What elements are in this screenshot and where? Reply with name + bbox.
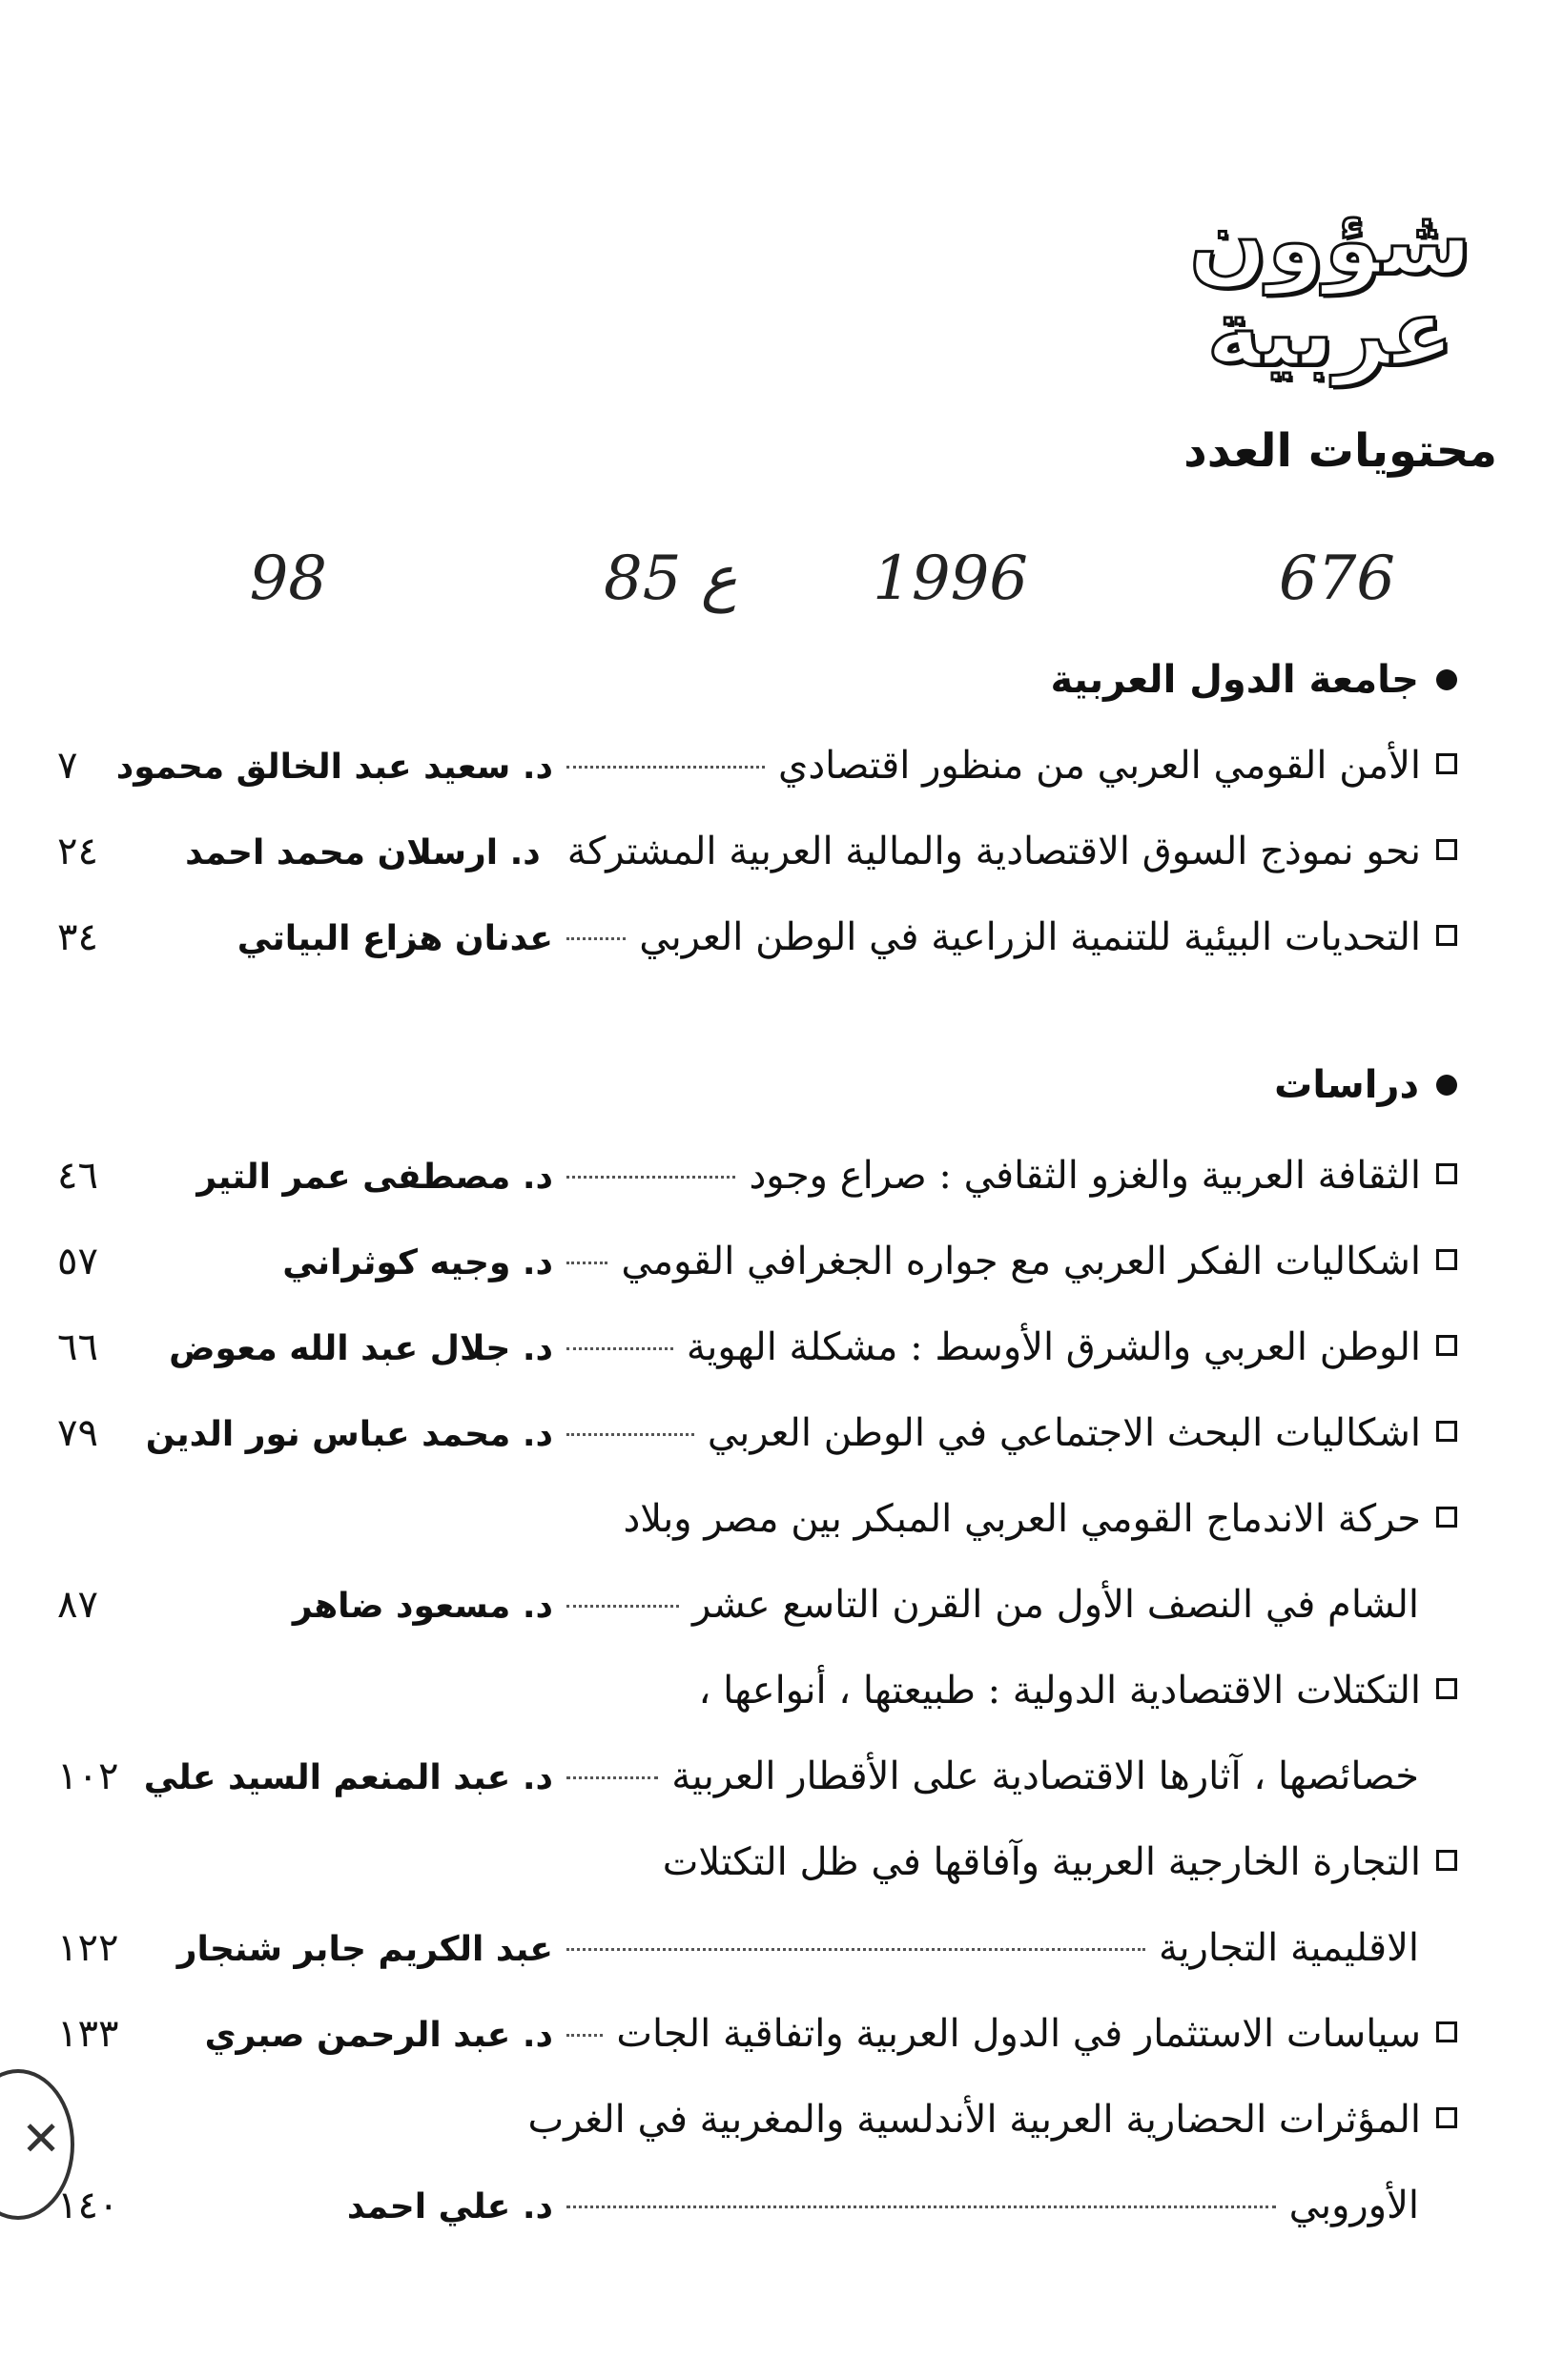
entry-title: اشكاليات الفكر العربي مع جواره الجغرافي القومي [621,1240,1421,1283]
entry-title: حركة الاندماج القومي العربي المبكر بين مصر وبلاد [623,1497,1421,1541]
toc-entry-first-line [57,1497,1457,1550]
entry-title-continued: خصائصها ، آثارها الاقتصادية على الأقطار العربية [671,1754,1419,1798]
toc-entry [57,830,1457,883]
toc-entry-first-line [57,2098,1457,2151]
entry-author: د. مسعود ضاهر [292,1587,553,1626]
checkbox-icon [1436,1507,1457,1528]
entry-title-continued: الشام في النصف الأول من القرن التاسع عشر [691,1583,1419,1627]
entry-title: التكتلات الاقتصادية الدولية : طبيعتها ، أنواعها ، [698,1669,1421,1713]
entry-title: الأمن القومي العربي من منظور اقتصادي [778,744,1421,788]
leader-dots [566,2034,603,2037]
leader-dots [566,1776,658,1779]
handwritten-issue: ع 85 [604,544,737,614]
leader-dots [566,1948,1145,1951]
entry-title: نحو نموذج السوق الاقتصادية والمالية العربية المشتركة [566,830,1421,873]
checkbox-icon [1436,1678,1457,1699]
entry-title-continued: الأوروبي [1288,2184,1419,2227]
checkbox-icon [1436,1163,1457,1184]
entry-title: الثقافة العربية والغزو الثقافي : صراع وجود [749,1154,1421,1198]
toc-entry-continuation [57,1583,1457,1636]
section-heading-label: دراسات [1274,1063,1419,1107]
toc-entry [57,1240,1457,1293]
leader-dots [566,1433,694,1436]
checkbox-icon [1436,2021,1457,2042]
entry-author: د. عبد المنعم السيد علي [143,1758,553,1797]
entry-author: د. مصطفى عمر التير [196,1158,553,1197]
magazine-logo [1188,188,1471,386]
entry-title: المؤثرات الحضارية العربية الأندلسية والمغربية في الغرب [527,2098,1421,2142]
leader-dots [566,1176,735,1179]
checkbox-icon [1436,2107,1457,2128]
entry-page: ٧ [57,744,78,788]
entry-title-continued: الاقليمية التجارية [1159,1926,1419,1970]
handwritten-number: 676 [1278,544,1395,614]
checkbox-icon [1436,1249,1457,1270]
entry-author: عبد الكريم جابر شنجار [176,1930,553,1969]
leader-dots [566,1262,607,1264]
entry-page: ٤٦ [57,1154,98,1198]
entry-author: عدنان هزاع البياتي [237,919,553,958]
toc-entry-first-line [57,1669,1457,1722]
entry-title: اشكاليات البحث الاجتماعي في الوطن العربي [707,1411,1421,1455]
leader-dots [566,766,765,769]
toc-entry-continuation [57,1754,1457,1808]
entry-page: ٣٤ [57,915,98,959]
entry-page: ٧٩ [57,1411,98,1455]
entry-page: ١٢٢ [57,1926,119,1970]
leader-dots [566,1605,679,1608]
logo-line-1: شؤون [1188,188,1471,295]
toc-entry [57,1154,1457,1207]
toc-entry [57,1325,1457,1379]
entry-author: د. سعيد عبد الخالق محمود [115,748,553,787]
entry-author: د. جلال عبد الله معوض [169,1329,553,1368]
entry-page: ٦٦ [57,1325,98,1369]
entry-author: د. عبد الرحمن صبري [204,2016,553,2055]
leader-dots [566,937,626,940]
checkbox-icon [1436,1335,1457,1356]
toc-entry [57,1411,1457,1465]
toc-entry-continuation [57,1926,1457,1980]
entry-page: ٥٧ [57,1240,98,1283]
page-title: محتويات العدد [1183,424,1497,478]
bullet-icon [1436,1075,1457,1096]
section-heading-label: جامعة الدول العربية [1050,658,1419,702]
handwritten-pages: 98 [249,544,327,614]
checkbox-icon [1436,753,1457,774]
toc-entry-continuation [57,2184,1457,2237]
entry-title: سياسات الاستثمار في الدول العربية واتفاقية الجات [616,2012,1421,2056]
toc-entry [57,2012,1457,2065]
bullet-icon [1436,669,1457,690]
logo-line-2: عربية [1206,279,1454,386]
toc-entry [57,744,1457,797]
checkbox-icon [1436,925,1457,946]
entry-title: التجارة الخارجية العربية وآفاقها في ظل التكتلات [662,1840,1421,1884]
entry-title: الوطن العربي والشرق الأوسط : مشكلة الهوية [686,1325,1421,1369]
checkbox-icon [1436,1850,1457,1871]
entry-page: ١٠٢ [57,1754,119,1798]
toc-entry [57,915,1457,969]
leader-dots [566,1347,673,1350]
entry-author: د. ارسلان محمد احمد [185,833,541,872]
entry-page: ١٣٣ [57,2012,119,2056]
entry-author: د. وجيه كوثراني [282,1243,553,1282]
leader-dots [566,2206,1276,2208]
entry-title: التحديات البيئية للتنمية الزراعية في الوطن العربي [639,915,1421,959]
toc-entry-first-line [57,1840,1457,1894]
entry-page: ٨٧ [57,1583,98,1627]
handwritten-year: 1996 [873,544,1028,614]
checkbox-icon [1436,1421,1457,1442]
section-heading-studies [1274,1063,1457,1107]
entry-page: ٢٤ [57,830,98,873]
entry-author: د. محمد عباس نور الدين [145,1415,553,1454]
checkbox-icon [1436,839,1457,860]
entry-author: د. علي احمد [346,2187,553,2226]
section-heading-arab-league [1050,658,1457,702]
entry-page: ١٤٠ [57,2184,119,2227]
